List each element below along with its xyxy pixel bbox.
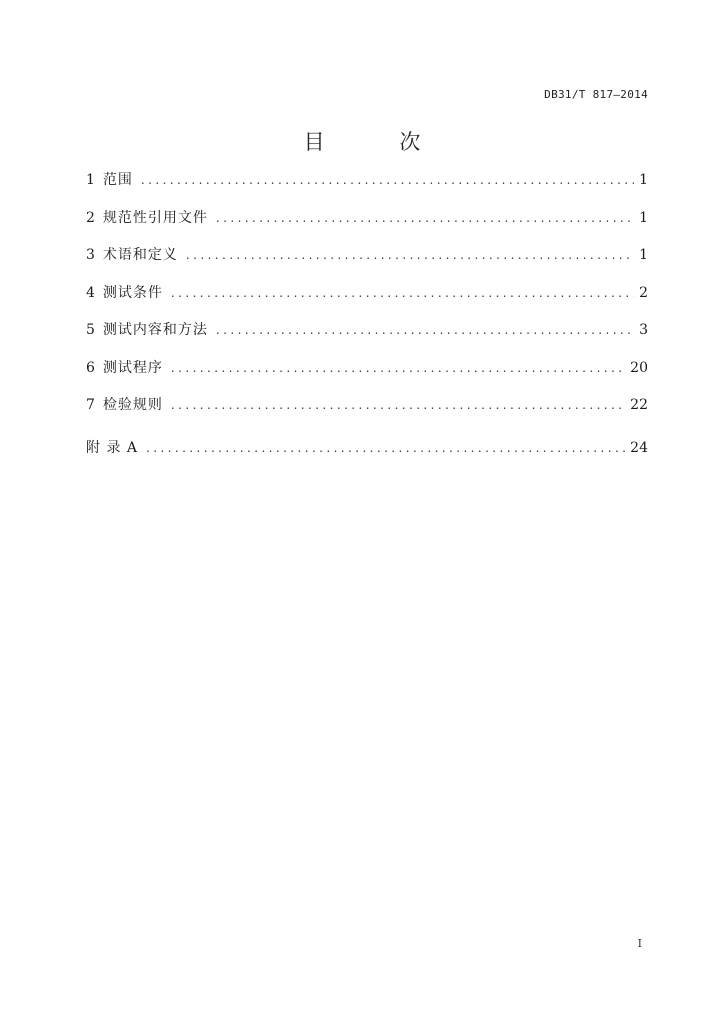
toc-entry-number: 7 [86,397,95,413]
toc-entry-number: 5 [86,322,95,338]
toc-entry-test-procedure[interactable] [86,353,648,391]
toc-entry-number: 2 [86,209,95,226]
toc-entry-terms-definitions[interactable] [86,240,648,278]
toc-leader-dots [146,433,626,463]
toc-leader-dots [171,390,626,420]
toc-entry-label: 测试内容和方法 [102,322,208,338]
toc-entry-page: 2 [639,284,648,301]
toc-title: 目 次 [303,130,455,154]
toc-entry-number: 6 [86,359,95,376]
toc-entry-label: 范围 [102,172,133,188]
toc-entry-test-conditions[interactable] [86,278,648,316]
document-code: DB31/T 817—2014 [544,88,648,101]
page-number: I [637,937,642,950]
toc-entry-number: 1 [86,172,95,188]
toc-entry-label: 附 录 A [86,439,139,456]
toc-leader-dots [171,353,626,383]
toc-entry-appendix-a[interactable] [86,433,648,471]
toc-entry-normative-references[interactable] [86,203,648,241]
toc-entry-label: 规范性引用文件 [102,209,208,226]
toc-leader-dots [186,240,634,270]
toc-entry-label: 测试程序 [102,359,163,376]
toc-entry-test-content-methods[interactable] [86,315,648,353]
toc-entry-label: 测试条件 [102,284,163,301]
toc-entry-inspection-rules[interactable] [86,390,648,428]
toc-leader-dots [171,278,634,308]
toc-entry-scope[interactable] [86,165,648,203]
toc-entry-number: 3 [86,247,95,263]
toc-entry-page: 24 [630,439,648,456]
toc-entry-page: 22 [630,397,648,413]
toc-leader-dots [216,315,634,345]
toc-entry-page: 1 [639,209,648,226]
toc-entry-label: 术语和定义 [102,247,178,263]
toc-entry-label: 检验规则 [102,397,163,413]
toc-entry-page: 1 [639,247,648,263]
toc-entry-page: 1 [639,172,648,188]
toc-list [86,165,648,470]
toc-entry-page: 20 [630,359,648,376]
toc-leader-dots [216,203,634,233]
toc-leader-dots [141,165,634,195]
toc-entry-page: 3 [639,322,648,338]
toc-entry-number: 4 [86,284,95,301]
